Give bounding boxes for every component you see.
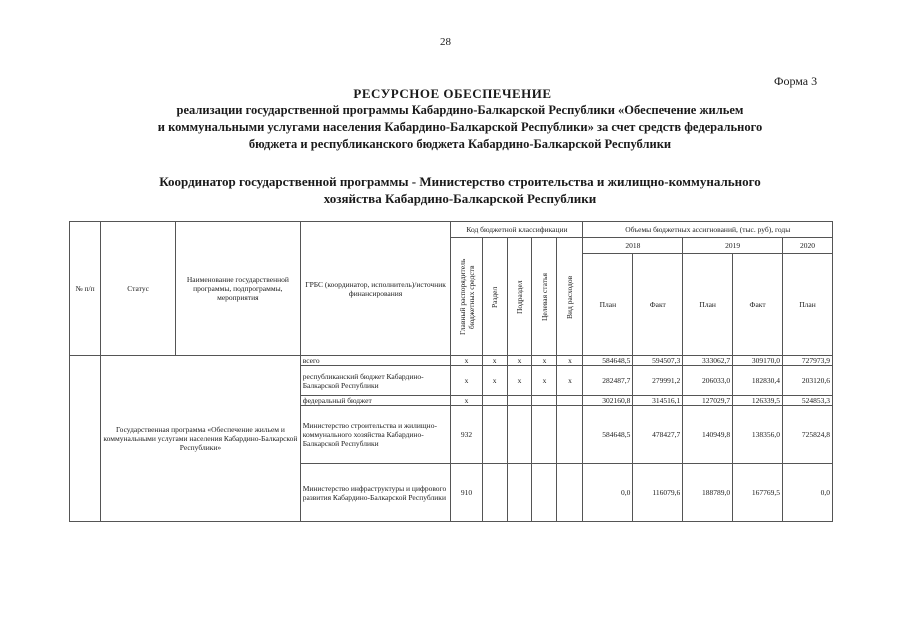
code-cell: х <box>557 366 583 396</box>
value-cell: 725824,8 <box>783 406 833 464</box>
header-name: Наименование государственной программы, подпрограммы, мероприятия <box>176 222 301 356</box>
source-cell: Министерство инфраструктуры и цифрового развития Кабардино-Балкарской Республики <box>300 464 451 522</box>
document-title: РЕСУРСНОЕ ОБЕСПЕЧЕНИЕ <box>353 86 552 101</box>
value-cell: 524853,3 <box>783 396 833 406</box>
value-cell: 126339,5 <box>733 396 783 406</box>
value-cell: 279991,2 <box>633 366 683 396</box>
code-cell <box>532 396 557 406</box>
value-cell: 309170,0 <box>733 356 783 366</box>
value-cell: 182830,4 <box>733 366 783 396</box>
value-cell: 302160,8 <box>583 396 633 406</box>
value-cell: 594507,3 <box>633 356 683 366</box>
code-cell: х <box>532 366 557 396</box>
code-cell: х <box>482 366 507 396</box>
code-cell <box>532 464 557 522</box>
code-cell <box>507 396 532 406</box>
code-cell <box>482 464 507 522</box>
value-cell: 584648,5 <box>583 406 633 464</box>
coordinator-heading <box>80 173 840 207</box>
header-plan: План <box>683 254 733 356</box>
code-cell <box>482 406 507 464</box>
source-cell: всего <box>300 356 451 366</box>
header-fact: Факт <box>733 254 783 356</box>
value-cell: 138356,0 <box>733 406 783 464</box>
header-grbs: ГРБС (координатор, исполнитель)/источник финансирования <box>300 222 451 356</box>
value-cell: 0,0 <box>583 464 633 522</box>
code-cell <box>507 464 532 522</box>
source-cell: Министерство строительства и жилищно-коммунального хозяйства Кабардино-Балкарской Республики <box>300 406 451 464</box>
header-fact: Факт <box>633 254 683 356</box>
code-cell: х <box>532 356 557 366</box>
header-plan: План <box>783 254 833 356</box>
header-year-2020: 2020 <box>783 238 833 254</box>
header-year-2018: 2018 <box>583 238 683 254</box>
code-cell: х <box>482 356 507 366</box>
code-cell <box>557 396 583 406</box>
code-cell: 910 <box>451 464 482 522</box>
value-cell: 584648,5 <box>583 356 633 366</box>
value-cell: 188789,0 <box>683 464 733 522</box>
header-code-subsection: Подраздел <box>507 238 532 356</box>
subtitle-line: и коммунальными услугами населения Кабардино-Балкарской Республики» за счет средств федерального <box>157 120 763 134</box>
form-label: Форма 3 <box>774 74 818 88</box>
code-cell: х <box>507 366 532 396</box>
coordinator-line: хозяйства Кабардино-Балкарской Республики <box>323 191 597 206</box>
code-cell: х <box>507 356 532 366</box>
program-name: Государственная программа «Обеспечение жильем и коммунальными услугами населения Кабардино-Балкарской Республики» <box>101 356 301 522</box>
value-cell: 203120,6 <box>783 366 833 396</box>
value-cell: 333062,7 <box>683 356 733 366</box>
header-plan: План <box>583 254 633 356</box>
code-cell: 932 <box>451 406 482 464</box>
code-cell <box>532 406 557 464</box>
coordinator-line: Координатор государственной программы - Министерство строительства и жилищно-коммунального <box>159 174 761 189</box>
row-num <box>70 356 101 522</box>
value-cell: 282487,7 <box>583 366 633 396</box>
source-cell: федеральный бюджет <box>300 396 451 406</box>
subtitle-line: бюджета и республиканского бюджета Кабардино-Балкарской Республики <box>248 137 672 151</box>
code-cell: х <box>557 356 583 366</box>
value-cell: 314516,1 <box>633 396 683 406</box>
code-cell <box>557 464 583 522</box>
header-code-target: Целевая статья <box>532 238 557 356</box>
code-cell: х <box>451 366 482 396</box>
value-cell: 727973,9 <box>783 356 833 366</box>
header-code-grbs: Главный распорядитель бюджетных средств <box>451 238 482 356</box>
value-cell: 127029,7 <box>683 396 733 406</box>
code-cell <box>482 396 507 406</box>
header-code-group: Код бюджетной классификации <box>451 222 583 238</box>
resource-table <box>69 221 833 522</box>
value-cell: 116079,6 <box>633 464 683 522</box>
header-num: № п/п <box>70 222 101 356</box>
code-cell <box>557 406 583 464</box>
subtitle-line: реализации государственной программы Кабардино-Балкарской Республики «Обеспечение жильем <box>176 103 744 117</box>
header-year-2019: 2019 <box>683 238 783 254</box>
value-cell: 0,0 <box>783 464 833 522</box>
value-cell: 478427,7 <box>633 406 683 464</box>
header-code-expense: Вид расходов <box>557 238 583 356</box>
page-number: 28 <box>440 36 451 48</box>
code-cell <box>507 406 532 464</box>
source-cell: республиканский бюджет Кабардино- Балкарской Республики <box>300 366 451 396</box>
value-cell: 167769,5 <box>733 464 783 522</box>
header-volume-group: Объемы бюджетных ассигнований, (тыс. руб), годы <box>583 222 833 238</box>
code-cell: х <box>451 356 482 366</box>
code-cell: х <box>451 396 482 406</box>
value-cell: 140949,8 <box>683 406 733 464</box>
header-status: Статус <box>101 222 176 356</box>
document-subtitle <box>70 102 850 153</box>
header-code-section: Раздел <box>482 238 507 356</box>
value-cell: 206033,0 <box>683 366 733 396</box>
